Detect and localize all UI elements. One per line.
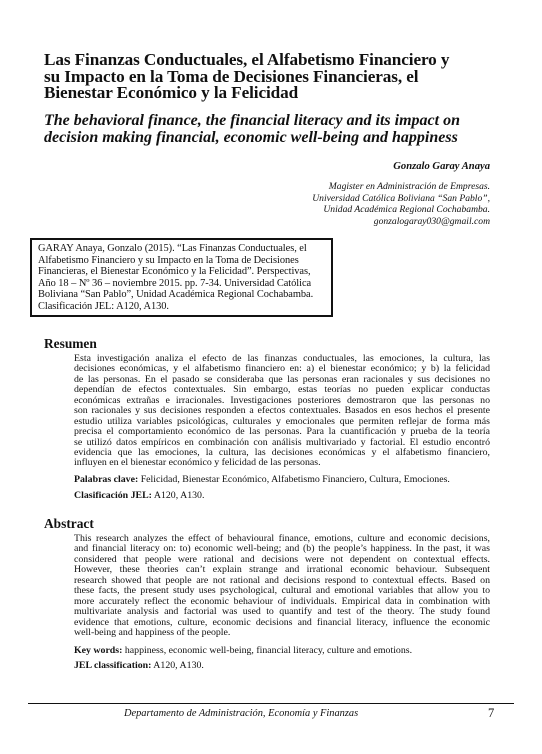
spanish-title-line: Las Finanzas Conductuales, el Alfabetismo Financiero y — [44, 50, 450, 69]
abstract-keywords — [74, 645, 412, 656]
footer-divider — [28, 703, 514, 704]
resumen-line: precisa el comportamiento económico de las personas. Para la cuantificación y prueba de la teoría — [74, 426, 490, 438]
abstract-line: and financial literacy on: to) economic well-being; and (b) the people’s happiness. In the past, it was — [74, 543, 490, 555]
citation-line: Clasificación JEL: A120, A130. — [38, 300, 169, 312]
keywords-label: Key words: — [74, 645, 123, 656]
resumen-line: influyen en el bienestar económico y felicidad de las personas. — [74, 457, 321, 469]
abstract-line: evidence that emotions, culture, economic decisions and financial literacy, influence the economic — [74, 616, 490, 628]
keywords-value: happiness, economic well-being, financial literacy, culture and emotions. — [122, 645, 413, 656]
jel-label: Clasificación JEL: — [74, 490, 152, 501]
english-title-line: decision making financial, economic well-being and happiness — [44, 129, 458, 146]
author-affiliation — [312, 181, 490, 227]
resumen-heading: Resumen — [44, 336, 97, 351]
abstract-line: well-being and happiness of the people. — [74, 626, 231, 638]
spanish-title — [44, 52, 498, 102]
resumen-body — [74, 354, 490, 469]
resumen-line: estudio utiliza variables psicológicas, culturales y emocionales que permiten reflejar de forma más — [74, 415, 490, 427]
english-title — [44, 112, 498, 146]
resumen-jel — [74, 490, 204, 501]
citation-line: Boliviana “San Pablo”, Unidad Académica Regional Cochabamba. — [38, 289, 314, 301]
resumen-line: son racionales y sus decisiones responden a efectos contextuales. Basados en esos hechos el presente — [74, 405, 490, 417]
citation-box — [30, 238, 333, 317]
jel-value: A120, A130. — [151, 490, 205, 501]
citation-line: Año 18 – Nº 36 – noviembre 2015. pp. 7-34. Universidad Católica — [38, 277, 312, 289]
abstract-line: multivariate analysis and factorial was used to quantify and test of the theory. The study found — [74, 606, 490, 618]
abstract-line: more accurately reflect the economic behaviour of individuals. Empirical data in combination with — [74, 595, 490, 607]
affiliation-line: Universidad Católica Boliviana “San Pablo”, — [312, 192, 490, 204]
resumen-line: Esta investigación analiza el efecto de las finanzas conductuales, las emociones, la cultura, las — [74, 353, 490, 364]
jel-label: JEL classification: — [74, 660, 152, 671]
citation-line: Financieras, el Bienestar Económico y la Felicidad”. Perspectivas, — [38, 266, 311, 278]
resumen-line: económicas extrañas e irracionales. Investigaciones posteriores demostraron que las personas no — [74, 394, 490, 406]
resumen-line: decisiones económicas, y el alfabetismo financiero en: a) el bienestar económico; y b) la felicidad — [74, 363, 490, 375]
footer-department: Departamento de Administración, Economía y Finanzas — [124, 708, 359, 719]
abstract-jel — [74, 660, 204, 671]
jel-value: A120, A130. — [151, 660, 204, 671]
affiliation-line: Magister en Administración de Empresas. — [328, 181, 490, 192]
spanish-title-line: su Impacto en la Toma de Decisiones Financieras, el — [44, 66, 419, 86]
spanish-title-line: Bienestar Económico y la Felicidad — [44, 83, 299, 102]
abstract-body — [74, 534, 490, 638]
abstract-line: considered that people were rational and decisions were not dependent on contextual effects. — [74, 553, 490, 565]
abstract-heading: Abstract — [44, 516, 94, 531]
resumen-line: evidencia que las emociones, la cultura, las decisiones económicas y el alfabetismo financiero, — [74, 446, 490, 458]
affiliation-line: Unidad Académica Regional Cochabamba. — [323, 204, 490, 216]
page-number: 7 — [488, 706, 495, 720]
keywords-label: Palabras clave: — [74, 474, 139, 485]
resumen-line: de las personas. En el pasado se consideraba que las personas eran racionales y sus decisiones no — [74, 373, 490, 385]
abstract-line: these facts, the present study uses psychological, cultural and emotional variables that allow you to — [74, 585, 490, 597]
abstract-line: This research analyzes the effect of behavioural finance, emotions, culture and economic decisions, — [74, 533, 490, 544]
resumen-keywords — [74, 474, 450, 485]
english-title-line: The behavioral finance, the financial literacy and its impact on — [44, 112, 460, 129]
resumen-line: dependían de efectos contextuales. Sin embargo, estas teorías no pueden explicar conductas — [74, 384, 490, 396]
abstract-line: research showed that people are not rational and decisions respond to contextual effects. Based on — [74, 574, 490, 586]
citation-line: Alfabetismo Financiero y su Impacto en la Toma de Decisiones — [38, 254, 299, 266]
author-email: gonzalogaray030@gmail.com — [373, 215, 490, 227]
citation-line: GARAY Anaya, Gonzalo (2015). “Las Finanzas Conductuales, el — [38, 243, 307, 254]
abstract-line: However, these theories can’t explain strange and irrational economic behaviour. Subsequent — [74, 564, 490, 576]
resumen-line: se utilizó datos empíricos en combinación con análisis multivariado y factorial. El estudio encontró — [74, 436, 490, 448]
author-name: Gonzalo Garay Anaya — [393, 161, 490, 172]
keywords-value: Felicidad, Bienestar Económico, Alfabetismo Financiero, Cultura, Emociones. — [138, 474, 450, 485]
